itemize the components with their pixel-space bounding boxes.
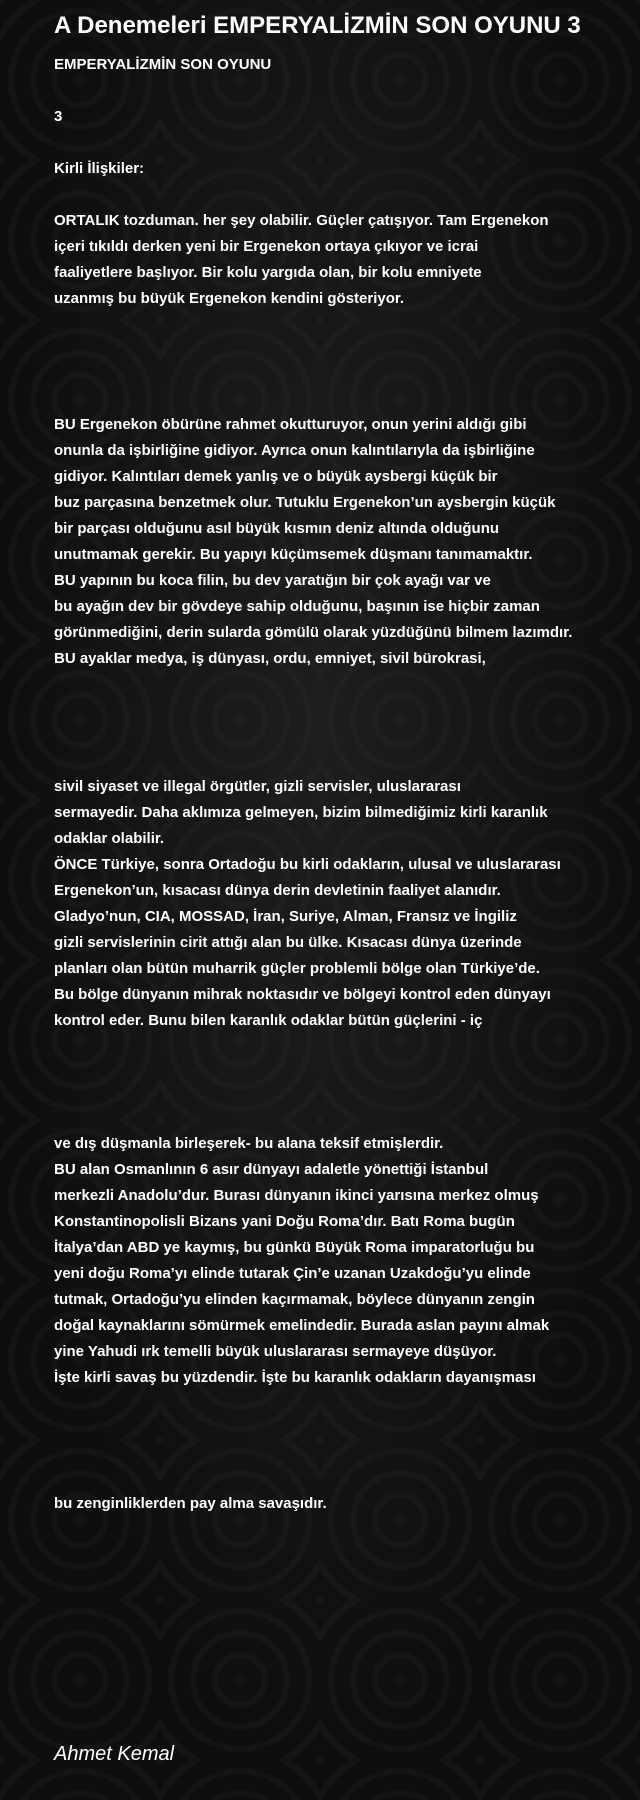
text-line: İtalya’dan ABD ye kaymış, bu günkü Büyük Roma imparatorluğu bu: [54, 1239, 535, 1256]
text-line: tutmak, Ortadoğu’yu elinden kaçırmamak, böylece dünyanın zengin: [54, 1291, 535, 1308]
text-line: bir parçası olduğunu asıl büyük kısmın deniz altında olduğunu: [54, 520, 500, 537]
page-title: A Denemeleri EMPERYALİZMİN SON OYUNU 3: [54, 12, 581, 39]
subtitle-line: EMPERYALİZMİN SON OYUNU: [54, 56, 272, 73]
author-signature: Ahmet Kemal: [54, 1743, 175, 1765]
text-line: Konstantinopolisli Bizans yani Doğu Roma’dır. Batı Roma bugün: [54, 1213, 515, 1230]
text-line: görünmediğini, derin sularda gömülü olarak yüzdüğünü bilmem lazımdır.: [54, 624, 573, 641]
text-line: bu ayağın dev bir gövdeye sahip olduğunu, başının ise hiçbir zaman: [54, 598, 540, 615]
text-line: planları olan bütün muharrik güçler problemli bölge olan Türkiye’de.: [54, 960, 540, 977]
text-line: yeni doğu Roma’yı elinde tutarak Çin’e uzanan Uzakdoğu’yu elinde: [54, 1265, 531, 1282]
text-line: BU Ergenekon öbürüne rahmet okutturuyor, onun yerini aldığı gibi: [54, 416, 527, 433]
text-line: unutmamak gerekir. Bu yapıyı küçümsemek düşmanı tanımamaktır.: [54, 546, 533, 563]
text-line: kontrol eder. Bunu bilen karanlık odaklar bütün güçlerini - iç: [54, 1012, 483, 1029]
text-line: Kirli İlişkiler:: [54, 160, 145, 177]
text-line: BU yapının bu koca filin, bu dev yaratığın bir çok ayağı var ve: [54, 572, 491, 589]
text-line: Gladyo’nun, CIA, MOSSAD, İran, Suriye, Alman, Fransız ve İngiliz: [54, 908, 517, 925]
text-line: içeri tıkıldı derken yeni bir Ergenekon ortaya çıkıyor ve icrai: [54, 238, 479, 255]
text-line: yine Yahudi ırk temelli büyük uluslararası sermayeye düşüyor.: [54, 1343, 497, 1360]
text-line: Ergenekon’un, kısacası dünya derin devletinin faaliyet alanıdır.: [54, 882, 501, 899]
text-line: merkezli Anadolu’dur. Burası dünyanın ikinci yarısına merkez olmuş: [54, 1187, 539, 1204]
text-line: İşte kirli savaş bu yüzdendir. İşte bu karanlık odakların dayanışması: [54, 1369, 536, 1386]
text-line: ÖNCE Türkiye, sonra Ortadoğu bu kirli odakların, ulusal ve uluslararası: [54, 856, 561, 873]
text-line: sivil siyaset ve illegal örgütler, gizli servisler, uluslararası: [54, 778, 461, 795]
text-line: BU ayaklar medya, iş dünyası, ordu, emniyet, sivil bürokrasi,: [54, 650, 486, 667]
text-line: buz parçasına benzetmek olur. Tutuklu Ergenekon’un aysbergin küçük: [54, 494, 556, 511]
text-line: ORTALIK tozduman. her şey olabilir. Güçler çatışıyor. Tam Ergenekon: [54, 212, 549, 229]
text-line: uzanmış bu büyük Ergenekon kendini gösteriyor.: [54, 290, 405, 307]
text-line: onunla da işbirliğine gidiyor. Ayrıca onun kalıntılarıyla da işbirliğine: [54, 442, 535, 459]
text-line: ve dış düşmanla birleşerek- bu alana teksif etmişlerdir.: [54, 1135, 444, 1152]
text-line: 3: [54, 108, 63, 125]
text-line: gidiyor. Kalıntıları demek yanlış ve o büyük aysbergi küçük bir: [54, 468, 498, 485]
text-line: sermayedir. Daha aklımıza gelmeyen, bizim bilmediğimiz kirli karanlık: [54, 804, 548, 821]
text-line: bu zenginliklerden pay alma savaşıdır.: [54, 1495, 327, 1512]
text-line: doğal kaynaklarını sömürmek emelindedir. Burada aslan payını almak: [54, 1317, 550, 1334]
text-line: BU alan Osmanlının 6 asır dünyayı adaletle yönettiği İstanbul: [54, 1161, 489, 1178]
text-line: Bu bölge dünyanın mihrak noktasıdır ve bölgeyi kontrol eden dünyayı: [54, 986, 551, 1003]
text-line: gizli servislerinin cirit attığı alan bu ülke. Kısacası dünya üzerinde: [54, 934, 522, 951]
text-line: odaklar olabilir.: [54, 830, 165, 847]
text-line: faaliyetlere başlıyor. Bir kolu yargıda olan, bir kolu emniyete: [54, 264, 482, 281]
